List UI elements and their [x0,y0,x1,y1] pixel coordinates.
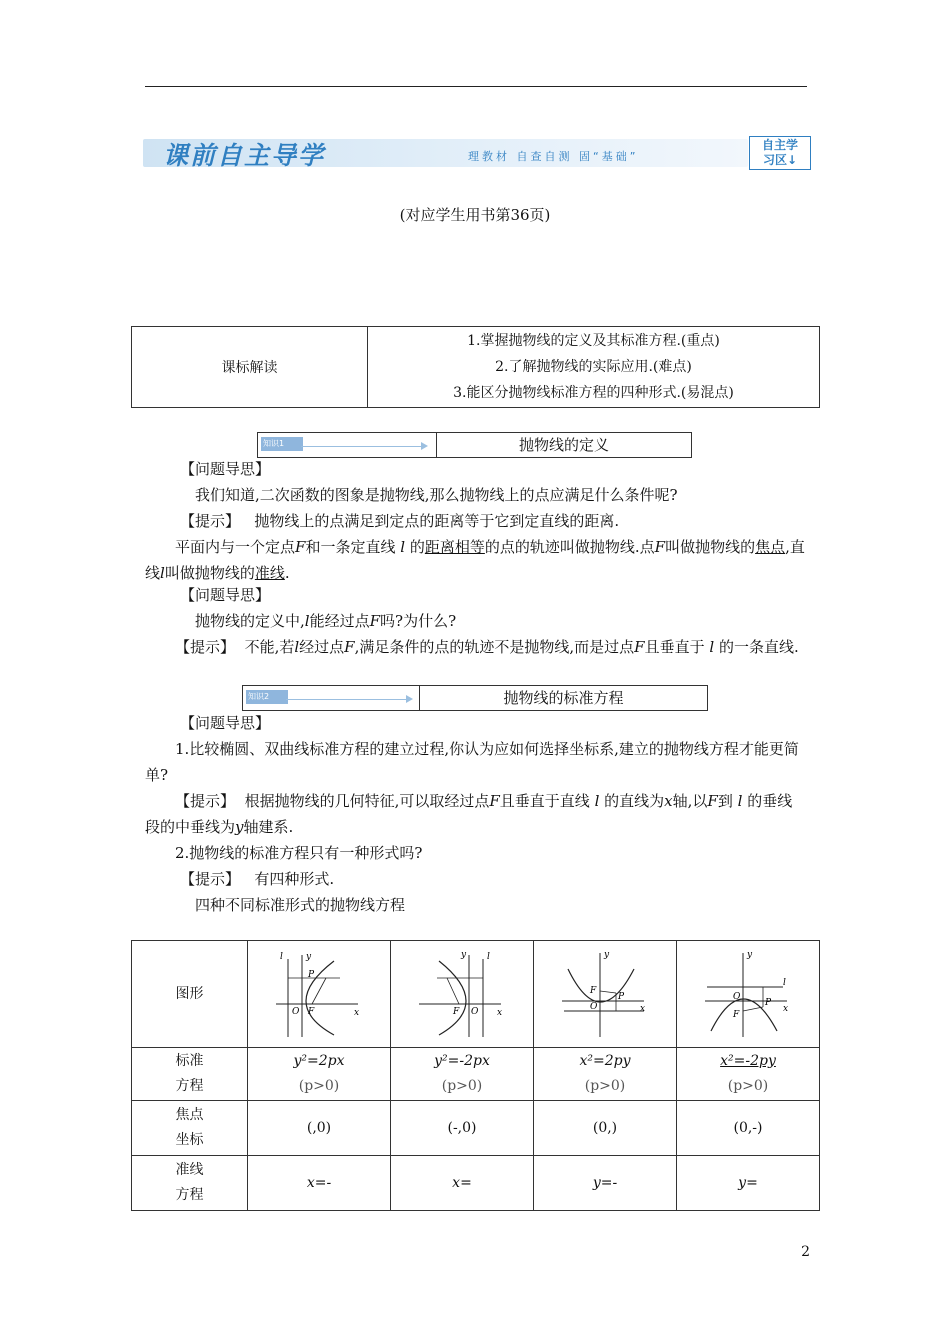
equation: x²=2py [579,1053,631,1069]
banner-title: 课前自主导学 [163,141,326,170]
section-tag-2 [246,690,414,704]
arrow-right-icon [421,442,428,450]
text-run: 根据抛物线的几何特征,可以取经过点 [244,792,490,810]
condition: (p>0) [441,1078,483,1094]
text-run: 能经过点 [309,612,370,630]
text-run: 的一条直线. [718,638,799,656]
focal-segment [447,978,459,1004]
arrow-line [286,699,408,700]
curriculum-standards-table [131,326,820,408]
section-tag-label: 知识2 [246,690,288,704]
text-run: ,满足条件的点的轨迹不是抛物线,而是过点 [354,638,635,656]
table-row [132,1048,820,1101]
label-line: 坐标 [175,1132,204,1148]
var-y: y [235,818,244,836]
label-l: l [783,978,786,988]
standard-item: 3.能区分抛物线标准方程的四种形式.(易混点) [453,385,734,401]
graph-cell-4 [677,941,820,1048]
label-F: F [590,986,597,996]
text-run: 轴,以 [672,792,708,810]
graph-cell-1 [248,941,391,1048]
forms-caption: 四种不同标准形式的抛物线方程 [195,896,406,914]
section-header-1 [257,432,692,458]
parabola-up-graph [560,949,650,1039]
label-line: 准线 [175,1162,204,1178]
table-row [132,1101,820,1156]
equation-cell [677,1048,820,1101]
hint-label: 【提示】 [180,870,241,888]
parabola-left-graph [417,949,507,1039]
text-run: 的直线为 [604,792,665,810]
hint-label: 【提示】 [175,638,236,656]
condition: (p>0) [584,1078,626,1094]
text-run: 和一条定直线 [305,538,396,556]
banner-badge-line2: 习区↓ [762,153,798,167]
graph-cell-3 [534,941,677,1048]
var-F: F [344,638,355,656]
var-F: F [369,612,381,630]
section-banner [143,136,815,170]
focus-cell: (-,0) [391,1101,534,1156]
text-run: 到 [717,792,733,810]
var-F: F [489,792,500,810]
question-guide-heading: 【问题导思】 [180,714,271,732]
focal-segment [312,978,326,1004]
question-2-text [195,608,857,634]
equation-cell [534,1048,677,1101]
table-row [132,941,820,1048]
label-P: P [308,970,315,980]
standards-label: 课标解读 [132,327,368,408]
row-label-equation [132,1048,248,1101]
text-run: 抛物线的定义中, [195,612,305,630]
label-line: 焦点 [175,1107,204,1123]
section-tag-1 [261,437,429,451]
row-label-focus [132,1101,248,1156]
section-title-1: 抛物线的定义 [518,436,609,454]
banner-subtitle: 理教材 自查自测 固“基础” [468,150,639,163]
hint-4 [180,866,842,892]
question-4-text: 2.抛物线的标准方程只有一种形式吗? [175,844,423,862]
section-tag-label: 知识1 [261,437,303,451]
text-run: 吗?为什么? [380,612,457,630]
focus-cell: (,0) [248,1101,391,1156]
label-O: O [590,1002,598,1012]
text-run: 叫做抛物线的 [665,538,756,556]
text-run: 且垂直于直线 [499,792,590,810]
standard-forms-table [131,940,820,1211]
focus-cell: (0,-) [677,1101,820,1156]
directrix-cell: x= [391,1156,534,1211]
var-F: F [707,792,718,810]
standard-item: 1.掌握抛物线的定义及其标准方程.(重点) [467,333,720,349]
parabola-right-graph [274,949,364,1039]
text-run: 的 [409,538,425,556]
text-run: 的垂线段的中垂线为 [145,792,793,836]
banner-badge-line1: 自主学 [761,138,798,152]
text-run: 轴建系. [243,818,294,836]
row-label-graph: 图形 [132,941,248,1048]
var-x: x [664,792,673,810]
var-l: l [294,638,300,656]
text-run: . [284,564,290,582]
question-guide-heading: 【问题导思】 [180,460,271,478]
directrix-cell: y= [677,1156,820,1211]
focus-cell: (0,) [534,1101,677,1156]
text-run: 且垂直于 [644,638,705,656]
table-row [132,1156,820,1211]
equation: y²=-2px [434,1053,490,1069]
label-F: F [453,1007,460,1017]
graph-cell-2 [391,941,534,1048]
var-F: F [295,538,306,556]
arrow-right-icon [406,695,413,703]
text-run: ,直线 [145,538,805,582]
label-y: y [306,952,312,962]
hint-label: 【提示】 [175,792,236,810]
arrow-line [301,446,423,447]
label-F: F [308,1007,315,1017]
standards-items [368,327,820,408]
underlined-term: 焦点 [755,538,786,556]
label-y: y [461,950,467,960]
section-title-2: 抛物线的标准方程 [503,689,624,707]
text-run: 经过点 [299,638,345,656]
standard-item: 2.了解抛物线的实际应用.(难点) [495,359,692,375]
var-F: F [654,538,666,556]
label-O: O [471,1007,479,1017]
var-F: F [634,638,645,656]
definition-paragraph [145,534,807,586]
hint-3 [145,788,807,840]
text-run: 的点的轨迹叫做抛物线.点 [484,538,655,556]
hint-text: 抛物线上的点满足到定点的距离等于它到定直线的距离. [254,512,620,530]
parabola-down-graph [703,949,793,1039]
hint-2 [145,634,807,660]
label-x: x [354,1008,360,1018]
label-x: x [497,1008,503,1018]
label-l: l [280,952,283,962]
label-P: P [765,998,772,1008]
label-x: x [783,1004,789,1014]
question-3-text: 1.比较椭圆、双曲线标准方程的建立过程,你认为应如何选择坐标系,建立的抛物线方程才能更简单? [145,740,799,784]
underlined-term: 距离相等 [424,538,485,556]
parabola-curve [439,961,466,1035]
condition: (p>0) [727,1078,769,1094]
text-run: 叫做抛物线的 [164,564,255,582]
var-l: l [304,612,310,630]
text-run: 平面内与一个定点 [175,538,296,556]
var-l: l [160,564,165,582]
label-line: 方程 [175,1187,204,1203]
label-x: x [640,1004,646,1014]
page-reference: (对应学生用书第36页) [399,206,551,224]
label-O: O [292,1007,300,1017]
parabola-curve [568,969,634,1002]
page-number: 2 [801,1244,810,1260]
directrix-cell: y=- [534,1156,677,1211]
label-line: 标准 [175,1053,204,1069]
hint-text: 有四种形式. [254,870,335,888]
var-l: l [400,538,406,556]
equation: x²=-2py [720,1053,776,1069]
section-header-2 [242,685,708,711]
text-run: 不能,若 [244,638,295,656]
var-l: l [594,792,600,810]
question-1-text: 我们知道,二次函数的图象是抛物线,那么抛物线上的点应满足什么条件呢? [195,486,678,504]
row-label-directrix [132,1156,248,1211]
label-y: y [604,950,610,960]
label-line: 方程 [175,1078,204,1094]
label-y: y [747,950,753,960]
header-rule [145,86,807,87]
underlined-term: 准线 [254,564,285,582]
hint-1 [180,508,842,534]
equation-cell [248,1048,391,1101]
equation-cell [391,1048,534,1101]
question-guide-heading: 【问题导思】 [180,586,271,604]
label-l: l [487,952,490,962]
var-l: l [709,638,715,656]
label-P: P [618,992,625,1002]
focal-segment [600,991,616,993]
banner-badge [749,136,811,170]
label-F: F [733,1010,740,1020]
equation: y²=2px [293,1053,345,1069]
directrix-cell: x=- [248,1156,391,1211]
hint-label: 【提示】 [180,512,241,530]
condition: (p>0) [298,1078,340,1094]
var-l: l [737,792,743,810]
label-O: O [733,992,741,1002]
